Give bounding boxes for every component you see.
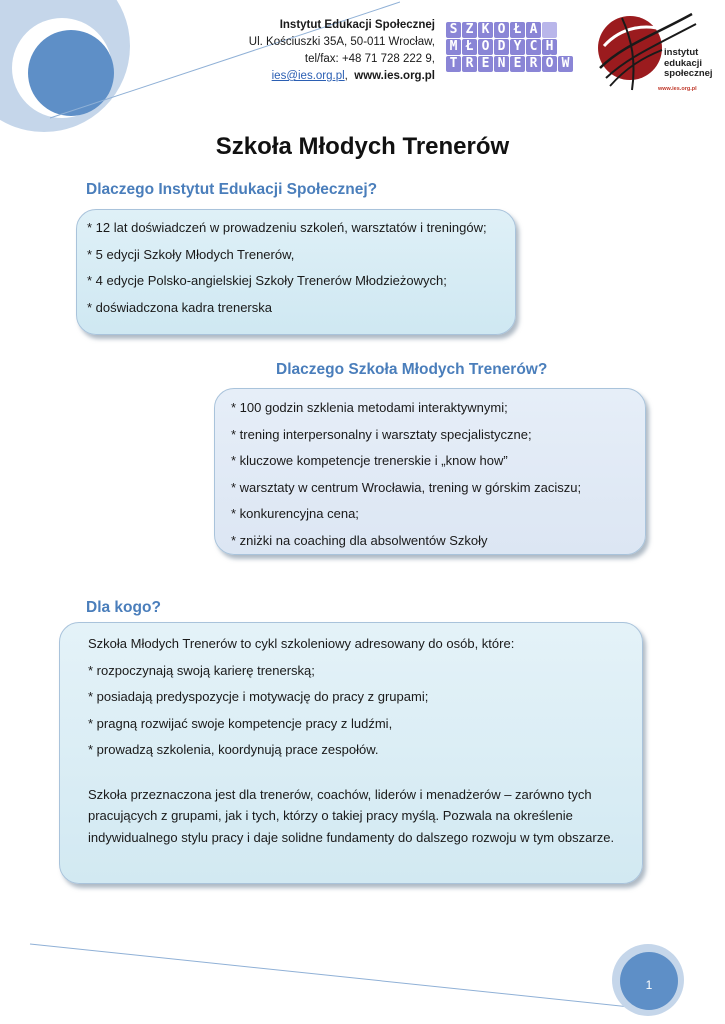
smt-logo-letter <box>542 22 557 38</box>
why-ies-box <box>76 209 516 335</box>
list-item: * zniżki na coaching dla absolwentów Szkoły <box>231 532 488 548</box>
for-whom-paragraph: Szkoła przeznaczona jest dla trenerów, coachów, liderów i menadżerów – zarówno tych pracujących z grupami, jak i tych, którzy o takiej pracy myślą. Pozwala na określenie indywidualnego stylu pracy i daje solidne fundamenty do dalszego rozwoju w tym obszarze. <box>88 786 615 845</box>
smt-logo-letter: C <box>526 39 541 55</box>
list-item: * warsztaty w centrum Wrocławia, trening w górskim zaciszu; <box>231 479 582 495</box>
list-item: * rozpoczynają swoją karierę trenerską; <box>88 662 315 678</box>
list-item: * 4 edycje Polsko-angielskiej Szkoły Trenerów Młodzieżowych; <box>87 273 447 288</box>
ies-logo-url: www.ies.org.pl <box>658 86 697 92</box>
org-name: Instytut Edukacji Społecznej <box>279 19 435 31</box>
smt-logo-letter: A <box>526 22 541 38</box>
smt-logo-letter: O <box>494 22 509 38</box>
smt-logo-letter: Y <box>510 39 525 55</box>
list-item: * 5 edycji Szkoły Młodych Trenerów, <box>87 246 295 262</box>
smt-logo-letter: H <box>542 39 557 55</box>
smt-logo-letter: Ł <box>462 39 477 55</box>
smt-logo-row <box>446 39 580 55</box>
smt-logo-letter: K <box>478 22 493 38</box>
smt-logo-letter: M <box>446 39 461 55</box>
smt-logo-letter: Ó <box>542 56 557 72</box>
org-address: Ul. Kościuszki 35A, 50-011 Wrocław, <box>248 36 435 48</box>
ies-logo-line: instytut <box>664 47 699 58</box>
ies-logo-line: edukacji <box>664 57 703 69</box>
smt-logo-letter: R <box>462 56 477 72</box>
smt-logo-letter: W <box>558 56 573 72</box>
email-link[interactable]: ies@ies.org.pl <box>271 70 345 82</box>
smt-logo-letter: E <box>478 56 493 72</box>
list-item: * prowadzą szkolenia, koordynują prace zespołów. <box>88 742 379 757</box>
smt-logo-letter: Ł <box>510 22 525 38</box>
list-item: * pragną rozwijać swoje kompetencje pracy z ludźmi, <box>88 715 393 731</box>
smt-logo-letter: E <box>510 56 525 72</box>
smt-logo-row <box>446 56 580 72</box>
header-contact <box>249 17 435 85</box>
ies-logo-text <box>664 48 713 80</box>
smt-logo-letter: N <box>494 56 509 72</box>
smt-logo-letter: S <box>446 22 461 38</box>
list-item: * doświadczona kadra trenerska <box>87 299 272 315</box>
section-heading-why-smt: Dlaczego Szkoła Młodych Trenerów? <box>276 361 548 378</box>
list-item: * trening interpersonalny i warsztaty specjalistyczne; <box>231 426 532 442</box>
ies-logo-line: społecznej <box>664 68 713 79</box>
smt-logo-row <box>446 22 580 38</box>
org-phone: tel/fax: +48 71 728 222 9, <box>304 53 435 65</box>
smt-logo-letter: R <box>526 56 541 72</box>
list-item: * kluczowe kompetencje trenerskie i „know how” <box>231 453 508 468</box>
for-whom-box <box>59 622 643 884</box>
smt-logo <box>446 22 580 74</box>
list-item: * 12 lat doświadczeń w prowadzeniu szkoleń, warsztatów i treningów; <box>87 220 487 235</box>
smt-logo-letter: O <box>478 39 493 55</box>
page-title: Szkoła Młodych Trenerów <box>215 133 510 160</box>
smt-logo-letter: Z <box>462 22 477 38</box>
ies-logo <box>592 6 713 98</box>
list-item: * posiadają predyspozycje i motywację do pracy z grupami; <box>88 689 429 704</box>
section-heading-for-whom: Dla kogo? <box>86 599 161 616</box>
page-number: 1 <box>620 952 678 1010</box>
why-smt-box <box>214 388 646 555</box>
org-web-line <box>249 68 435 85</box>
smt-logo-letter: D <box>494 39 509 55</box>
list-item: * konkurencyjna cena; <box>231 506 359 521</box>
section-heading-why-ies: Dlaczego Instytut Edukacji Społecznej? <box>86 181 378 198</box>
list-item: * 100 godzin szklenia metodami interaktywnymi; <box>231 400 508 415</box>
website-text: www.ies.org.pl <box>354 70 435 82</box>
email-separator: , <box>344 70 348 82</box>
for-whom-intro: Szkoła Młodych Trenerów to cykl szkoleniowy adresowany do osób, które: <box>88 636 515 651</box>
smt-logo-letter: T <box>446 56 461 72</box>
